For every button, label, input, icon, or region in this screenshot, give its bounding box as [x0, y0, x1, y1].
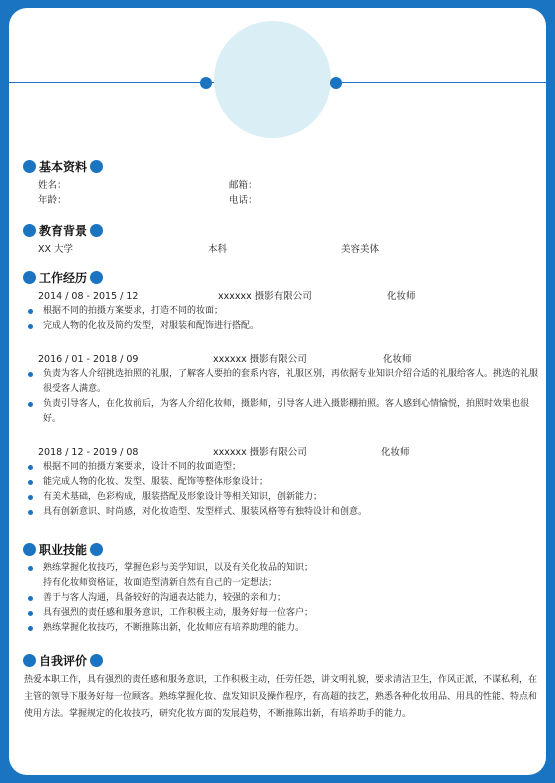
title-dot-icon — [23, 271, 36, 284]
bullet-icon — [28, 480, 33, 485]
section-title-self — [23, 652, 539, 668]
section-work — [23, 269, 539, 528]
skills-list — [23, 561, 539, 636]
section-title-work — [23, 269, 539, 285]
list-item — [23, 591, 539, 606]
bullet-icon — [28, 611, 33, 616]
duty-text: 完成人物的化妆及简约发型，对服装和配饰进行搭配。 — [43, 321, 260, 331]
email-label: 邮箱： — [229, 180, 258, 191]
job-duties — [23, 460, 539, 520]
title-dot-icon — [90, 654, 103, 667]
bullet-icon — [28, 510, 33, 515]
bullet-icon — [28, 566, 33, 571]
skill-text: 持有化妆师资格证，妆面造型清新自然有自己的一定想法； — [43, 578, 278, 588]
duty-text: 具有创新意识、时尚感，对化妆造型、发型样式、服装风格等有独特设计和创意。 — [43, 507, 368, 517]
job-period: 2014 / 08 - 2015 / 12 — [38, 291, 139, 302]
age-label: 年龄： — [38, 195, 67, 206]
section-label: 工作经历 — [39, 270, 88, 285]
section-label: 自我评价 — [39, 653, 88, 668]
job-item — [23, 352, 539, 427]
degree: 本科 — [208, 244, 228, 255]
job-role: 化妆师 — [381, 447, 410, 458]
job-period: 2018 / 12 - 2019 / 08 — [38, 447, 139, 458]
list-item — [23, 505, 539, 520]
section-title-education — [23, 222, 539, 238]
resume-page — [9, 8, 546, 775]
bullet-icon — [28, 402, 33, 407]
header-dot-right — [330, 77, 342, 89]
job-duties — [23, 367, 539, 427]
basic-row-2 — [23, 193, 539, 208]
list-item — [23, 606, 539, 621]
job-role: 化妆师 — [383, 354, 412, 365]
job-company: xxxxxx 摄影有限公司 — [218, 291, 312, 302]
bullet-icon — [28, 372, 33, 377]
duty-text: 根据不同的拍摄方案要求，设计不同的妆面造型； — [43, 462, 242, 472]
job-item — [23, 445, 539, 520]
section-title-basic — [23, 158, 539, 174]
job-company: xxxxxx 摄影有限公司 — [213, 354, 307, 365]
self-evaluation-text: 热爱本职工作，具有强烈的责任感和服务意识，工作积极主动，任劳任怨，讲文明礼貌，要求清洁卫生，作风正派，不谋私利，在主管的领导下服务好每一位顾客。熟练掌握化妆、盘发知识及操作程序，有高超的技艺，熟悉各种化妆用品、用具的性能、特点和使用方法。掌握规定的化妆技巧，研究化妆方面的发展趋势，不断推陈出新，有培养助手的能力。 — [24, 675, 538, 719]
title-dot-icon — [90, 160, 103, 173]
bullet-icon — [28, 309, 33, 314]
job-duties — [23, 304, 539, 334]
section-education — [23, 222, 539, 257]
job-role: 化妆师 — [387, 291, 416, 302]
skill-text: 具有强烈的责任感和服务意识，工作积极主动，服务好每一位客户； — [43, 608, 314, 618]
skill-text: 熟练掌握化妆技巧，掌握色彩与美学知识，以及有关化妆品的知识； — [43, 563, 314, 573]
school: XX 大学 — [38, 244, 74, 255]
job-header — [23, 289, 539, 304]
section-skills — [23, 541, 539, 636]
title-dot-icon — [90, 543, 103, 556]
basic-row-1 — [23, 178, 539, 193]
job-item — [23, 289, 539, 334]
education-row — [23, 242, 539, 257]
list-item — [23, 367, 539, 397]
list-item — [23, 304, 539, 319]
list-item — [23, 460, 539, 475]
list-item — [23, 319, 539, 334]
bullet-icon — [28, 495, 33, 500]
skill-text: 熟练掌握化妆技巧，不断推陈出新，化妆师应有培养助理的能力。 — [43, 623, 305, 633]
duty-text: 负责引导客人，在化妆前后，为客人介绍化妆师，摄影师，引导客人进入摄影棚拍照。客人感到心情愉悦，拍照时效果也很好。 — [43, 399, 530, 424]
name-label: 姓名： — [38, 180, 67, 191]
section-label: 教育背景 — [39, 223, 88, 238]
bullet-icon — [28, 626, 33, 631]
list-item — [23, 561, 539, 576]
job-company: xxxxxx 摄影有限公司 — [213, 447, 307, 458]
duty-text: 负责为客人介绍挑选拍照的礼服，了解客人要拍的套系内容，礼服区别，再依据专业知识介绍合适的礼服给客人。挑选的礼服很受客人满意。 — [43, 369, 539, 394]
phone-label: 电话： — [229, 195, 258, 206]
list-item — [23, 490, 539, 505]
section-basic — [23, 158, 539, 208]
section-label: 基本资料 — [39, 159, 88, 174]
section-self — [23, 652, 539, 723]
bullet-icon — [28, 324, 33, 329]
header-dot-left — [200, 77, 212, 89]
duty-text: 根据不同的拍摄方案要求，打造不同的妆面； — [43, 306, 224, 316]
job-header — [23, 445, 539, 460]
list-item — [23, 576, 539, 591]
job-header — [23, 352, 539, 367]
duty-text: 有美术基础，色彩构成，服装搭配及形象设计等相关知识，创新能力； — [43, 492, 323, 502]
section-title-skills — [23, 541, 539, 557]
title-dot-icon — [90, 271, 103, 284]
duty-text: 能完成人物的化妆、发型、服装、配饰等整体形象设计； — [43, 477, 269, 487]
bullet-icon — [28, 596, 33, 601]
bullet-icon — [28, 465, 33, 470]
major: 美容美体 — [341, 244, 380, 255]
photo-placeholder — [214, 21, 331, 138]
title-dot-icon — [23, 160, 36, 173]
list-item — [23, 397, 539, 427]
section-label: 职业技能 — [39, 542, 88, 557]
skill-text: 善于与客人沟通，具备较好的沟通表达能力，较强的亲和力； — [43, 593, 287, 603]
title-dot-icon — [23, 654, 36, 667]
list-item — [23, 621, 539, 636]
list-item — [23, 475, 539, 490]
title-dot-icon — [90, 224, 103, 237]
title-dot-icon — [23, 224, 36, 237]
job-period: 2016 / 01 - 2018 / 09 — [38, 354, 139, 365]
title-dot-icon — [23, 543, 36, 556]
